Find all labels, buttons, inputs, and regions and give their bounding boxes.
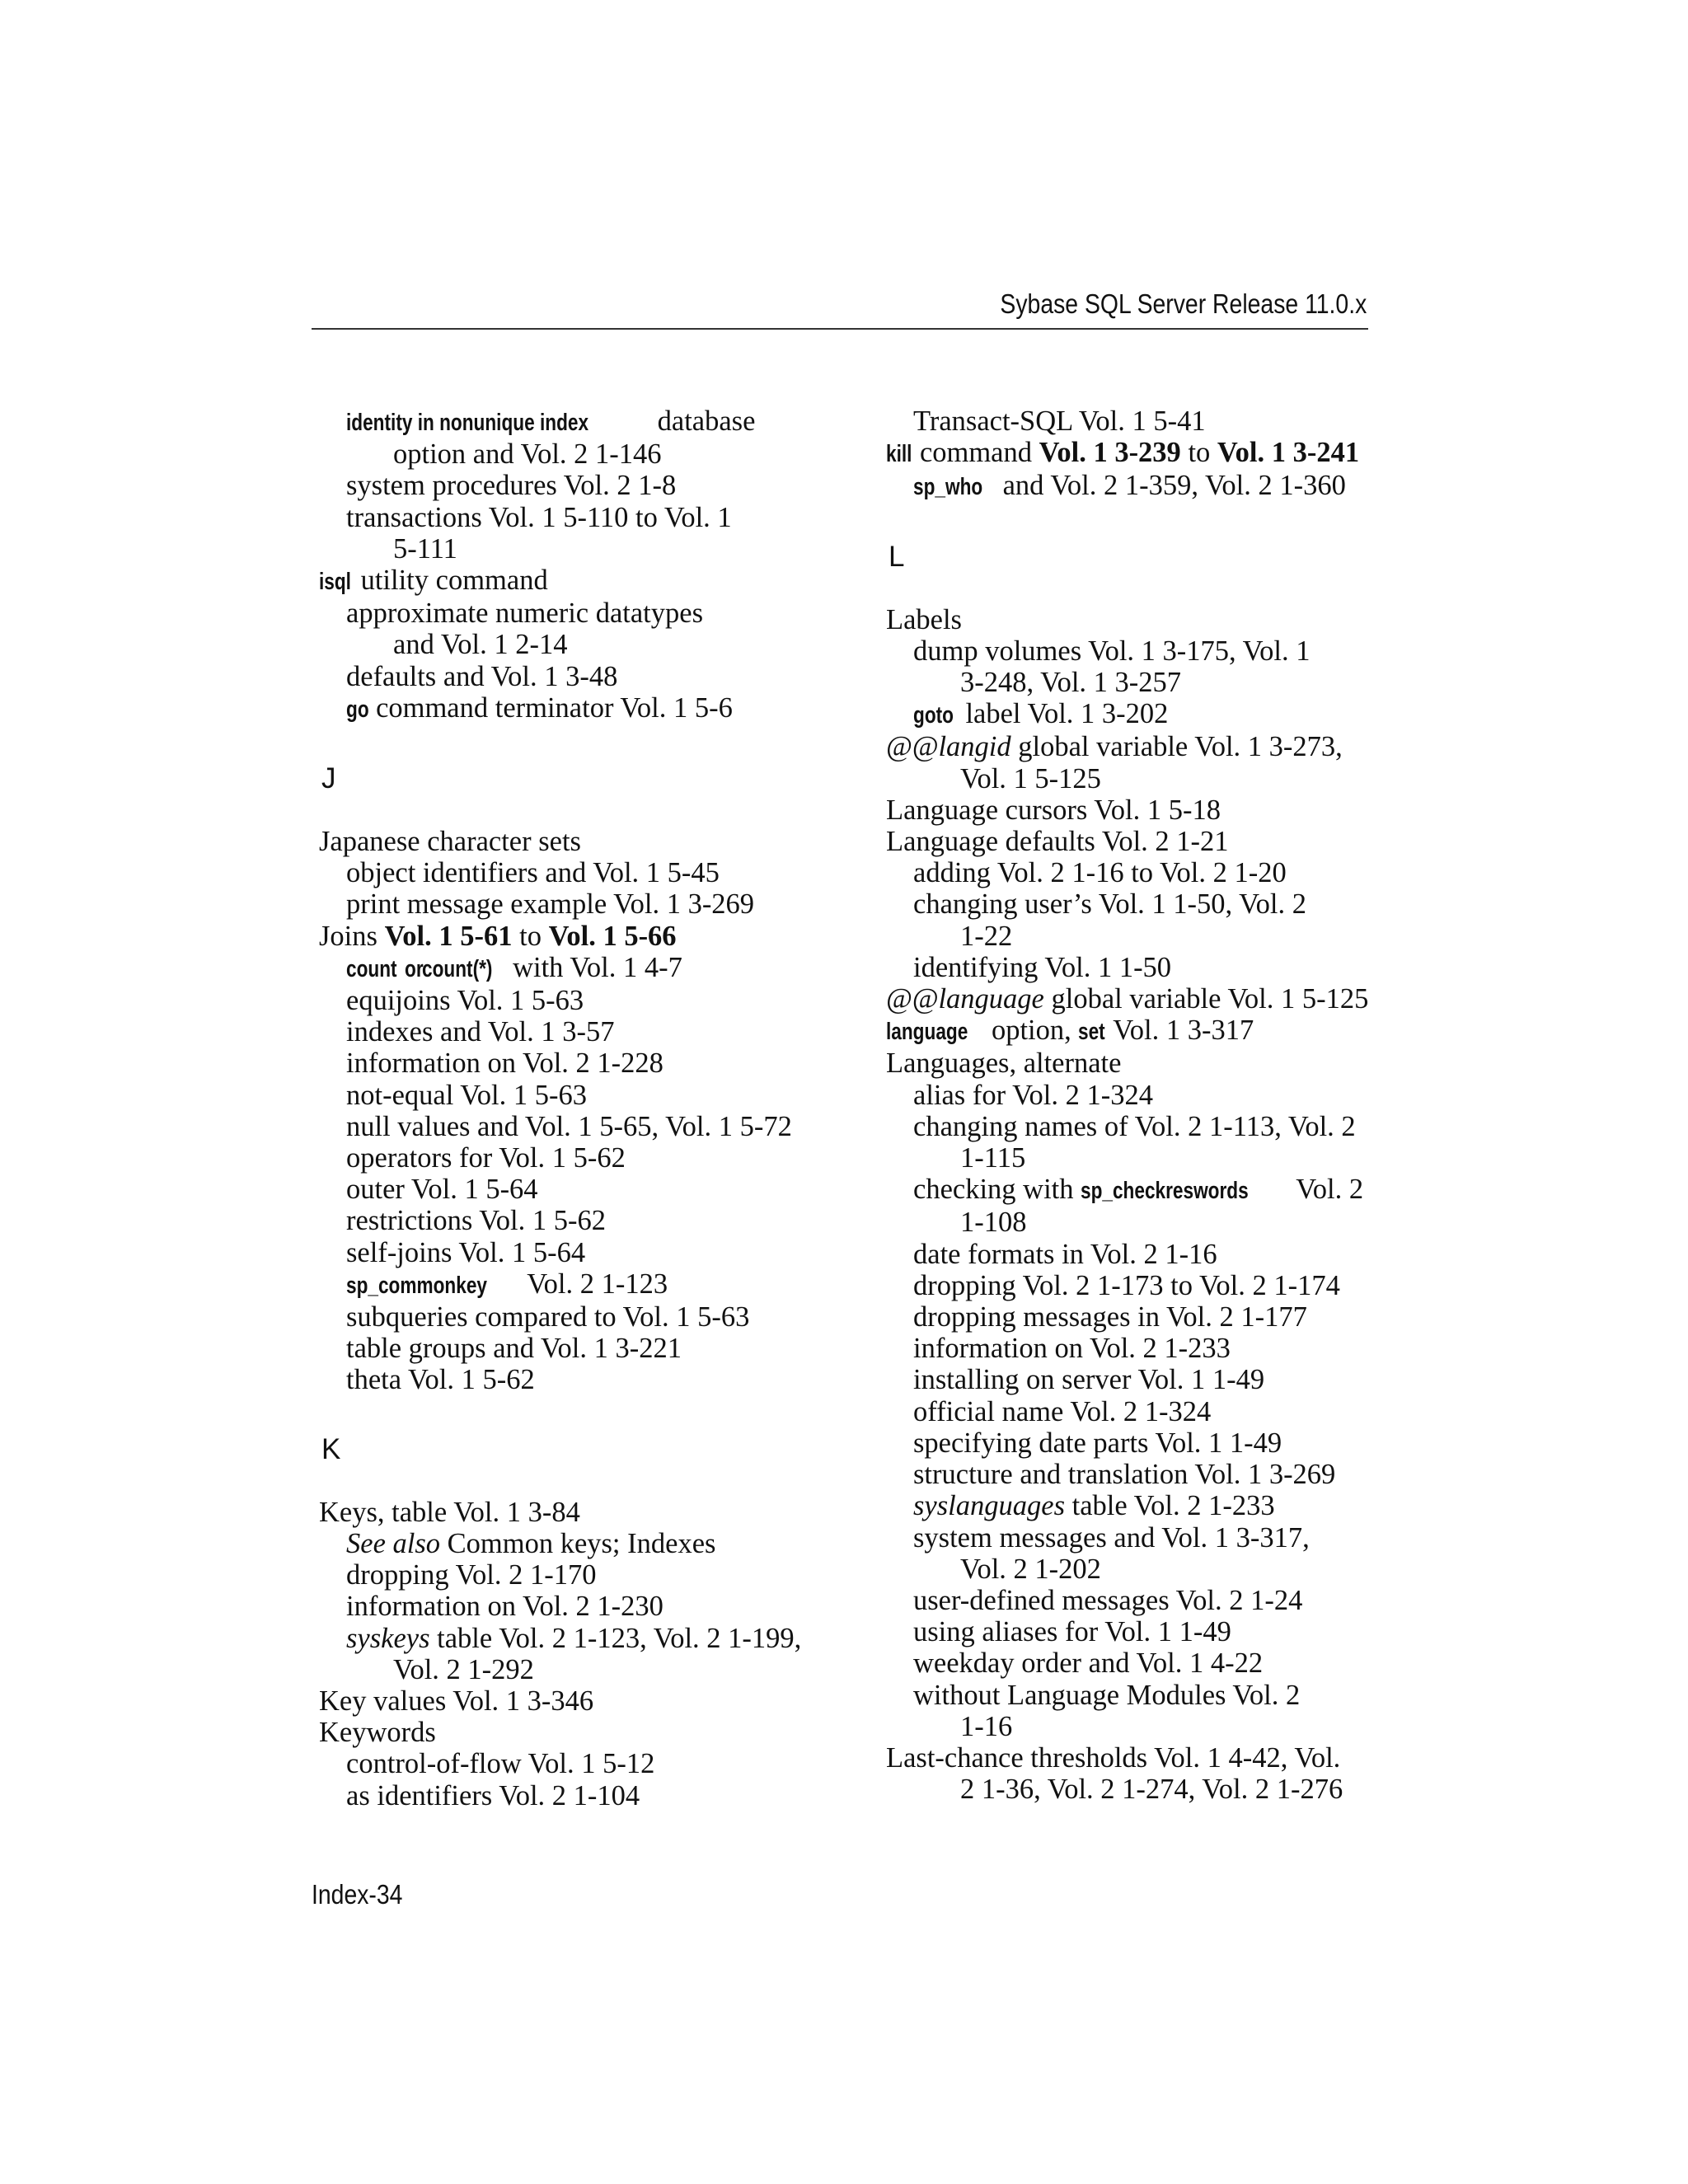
page-number: Index-34 (312, 1879, 403, 1910)
index-entry: changing user’s Vol. 1 1-50, Vol. 2 (913, 888, 1306, 921)
index-entry: installing on server Vol. 1 1-49 (913, 1364, 1265, 1396)
index-entry: @@langid global variable Vol. 1 3-273, (886, 731, 1343, 763)
index-entry: identifying Vol. 1 1-50 (913, 951, 1172, 983)
index-entry: structure and translation Vol. 1 3-269 (913, 1459, 1336, 1491)
index-entry: information on Vol. 2 1-228 (346, 1047, 663, 1080)
index-entry: date formats in Vol. 2 1-16 (913, 1238, 1217, 1270)
index-entry: user-defined messages Vol. 2 1-24 (913, 1584, 1303, 1616)
index-entry: 1-16 (960, 1710, 1013, 1742)
index-entry: 3-248, Vol. 1 3-257 (960, 667, 1182, 699)
index-entry: Keywords (319, 1717, 436, 1749)
section-letter-l: L (889, 540, 905, 573)
index-entry: isql utility command (319, 565, 548, 597)
index-entry: checking with sp_checkreswords Vol. 2 (913, 1174, 1364, 1206)
index-entry: go command terminator Vol. 1 5-6 (346, 691, 733, 724)
index-entry: 1-108 (960, 1207, 1027, 1239)
index-entry: language option, set Vol. 1 3-317 (886, 1015, 1254, 1047)
index-entry: Japanese character sets (319, 826, 581, 858)
index-entry: outer Vol. 1 5-64 (346, 1174, 538, 1206)
index-entry: print message example Vol. 1 3-269 (346, 888, 755, 921)
index-entry: specifying date parts Vol. 1 1-49 (913, 1427, 1282, 1459)
index-entry: goto label Vol. 1 3-202 (913, 698, 1169, 730)
index-entry: weekday order and Vol. 1 4-22 (913, 1647, 1264, 1680)
index-entry: identity in nonunique index database (346, 405, 756, 437)
index-entry: Vol. 2 1-202 (960, 1553, 1101, 1585)
index-entry: not-equal Vol. 1 5-63 (346, 1079, 587, 1111)
index-entry: 2 1-36, Vol. 2 1-274, Vol. 2 1-276 (960, 1774, 1343, 1806)
index-entry: @@language global variable Vol. 1 5-125 (886, 983, 1369, 1015)
index-entry: as identifiers Vol. 2 1-104 (346, 1779, 640, 1811)
index-column-right (886, 405, 1381, 1805)
index-entry: option and Vol. 2 1-146 (393, 438, 662, 471)
index-entry: Joins Vol. 1 5-61 to Vol. 1 5-66 (319, 920, 677, 952)
index-entry: table groups and Vol. 1 3-221 (346, 1333, 682, 1365)
index-entry: 5-111 (393, 532, 457, 565)
section-letter-k: K (321, 1432, 341, 1465)
index-entry: Key values Vol. 1 3-346 (319, 1685, 594, 1717)
index-entry: sp_commonkey Vol. 2 1-123 (346, 1268, 668, 1300)
index-entry: See also Common keys; Indexes (346, 1527, 716, 1559)
index-entry: Transact-SQL Vol. 1 5-41 (913, 405, 1206, 437)
index-entry: Language defaults Vol. 2 1-21 (886, 826, 1229, 858)
index-entry: indexes and Vol. 1 3-57 (346, 1016, 615, 1048)
index-entry: object identifiers and Vol. 1 5-45 (346, 857, 720, 889)
index-entry: without Language Modules Vol. 2 (913, 1679, 1301, 1711)
index-entry: self-joins Vol. 1 5-64 (346, 1236, 586, 1268)
index-entry: Vol. 2 1-292 (393, 1653, 534, 1685)
index-entry: and Vol. 1 2-14 (393, 629, 568, 661)
index-entry: dump volumes Vol. 1 3-175, Vol. 1 (913, 635, 1311, 667)
index-entry: syslanguages table Vol. 2 1-233 (913, 1490, 1275, 1522)
index-entry: Languages, alternate (886, 1047, 1122, 1080)
index-entry: system messages and Vol. 1 3-317, (913, 1521, 1310, 1554)
index-entry: alias for Vol. 2 1-324 (913, 1079, 1153, 1111)
index-entry: Vol. 1 5-125 (960, 762, 1101, 794)
index-entry: using aliases for Vol. 1 1-49 (913, 1616, 1231, 1648)
running-header: Sybase SQL Server Release 11.0.x (1000, 288, 1367, 319)
index-entry: official name Vol. 2 1-324 (913, 1395, 1212, 1427)
index-entry: system procedures Vol. 2 1-8 (346, 470, 677, 502)
index-entry: 1-22 (960, 920, 1013, 952)
index-entry: Labels (886, 603, 962, 635)
index-entry: changing names of Vol. 2 1-113, Vol. 2 (913, 1110, 1356, 1142)
index-entry: information on Vol. 2 1-233 (913, 1333, 1231, 1365)
index-entry: kill command Vol. 1 3-239 to Vol. 1 3-241 (886, 437, 1360, 469)
index-entry: dropping messages in Vol. 2 1-177 (913, 1301, 1307, 1333)
index-entry: Keys, table Vol. 1 3-84 (319, 1496, 580, 1528)
index-entry: countorcount(*) with Vol. 1 4-7 (346, 951, 682, 983)
index-entry: adding Vol. 2 1-16 to Vol. 2 1-20 (913, 857, 1287, 889)
index-entry: Language cursors Vol. 1 5-18 (886, 794, 1221, 826)
index-entry: null values and Vol. 1 5-65, Vol. 1 5-72 (346, 1110, 792, 1142)
index-entry: dropping Vol. 2 1-173 to Vol. 2 1-174 (913, 1269, 1340, 1301)
index-entry: information on Vol. 2 1-230 (346, 1591, 663, 1623)
index-entry: theta Vol. 1 5-62 (346, 1364, 535, 1396)
index-entry: approximate numeric datatypes (346, 598, 704, 630)
index-entry: defaults and Vol. 1 3-48 (346, 660, 618, 692)
index-entry: equijoins Vol. 1 5-63 (346, 985, 584, 1017)
index-entry: Last-chance thresholds Vol. 1 4-42, Vol. (886, 1741, 1341, 1774)
index-entry: control-of-flow Vol. 1 5-12 (346, 1748, 655, 1780)
index-entry: dropping Vol. 2 1-170 (346, 1559, 597, 1591)
index-entry: syskeys table Vol. 2 1-123, Vol. 2 1-199, (346, 1622, 802, 1654)
index-entry: operators for Vol. 1 5-62 (346, 1142, 626, 1174)
index-entry: 1-115 (960, 1142, 1026, 1174)
index-entry: subqueries compared to Vol. 1 5-63 (346, 1301, 750, 1333)
header-rule (312, 328, 1368, 330)
index-column-left (319, 405, 863, 1811)
section-letter-j: J (321, 762, 336, 795)
index-entry: transactions Vol. 1 5-110 to Vol. 1 (346, 501, 732, 533)
index-entry: restrictions Vol. 1 5-62 (346, 1205, 606, 1237)
index-entry: sp_who and Vol. 2 1-359, Vol. 2 1-360 (913, 470, 1346, 502)
